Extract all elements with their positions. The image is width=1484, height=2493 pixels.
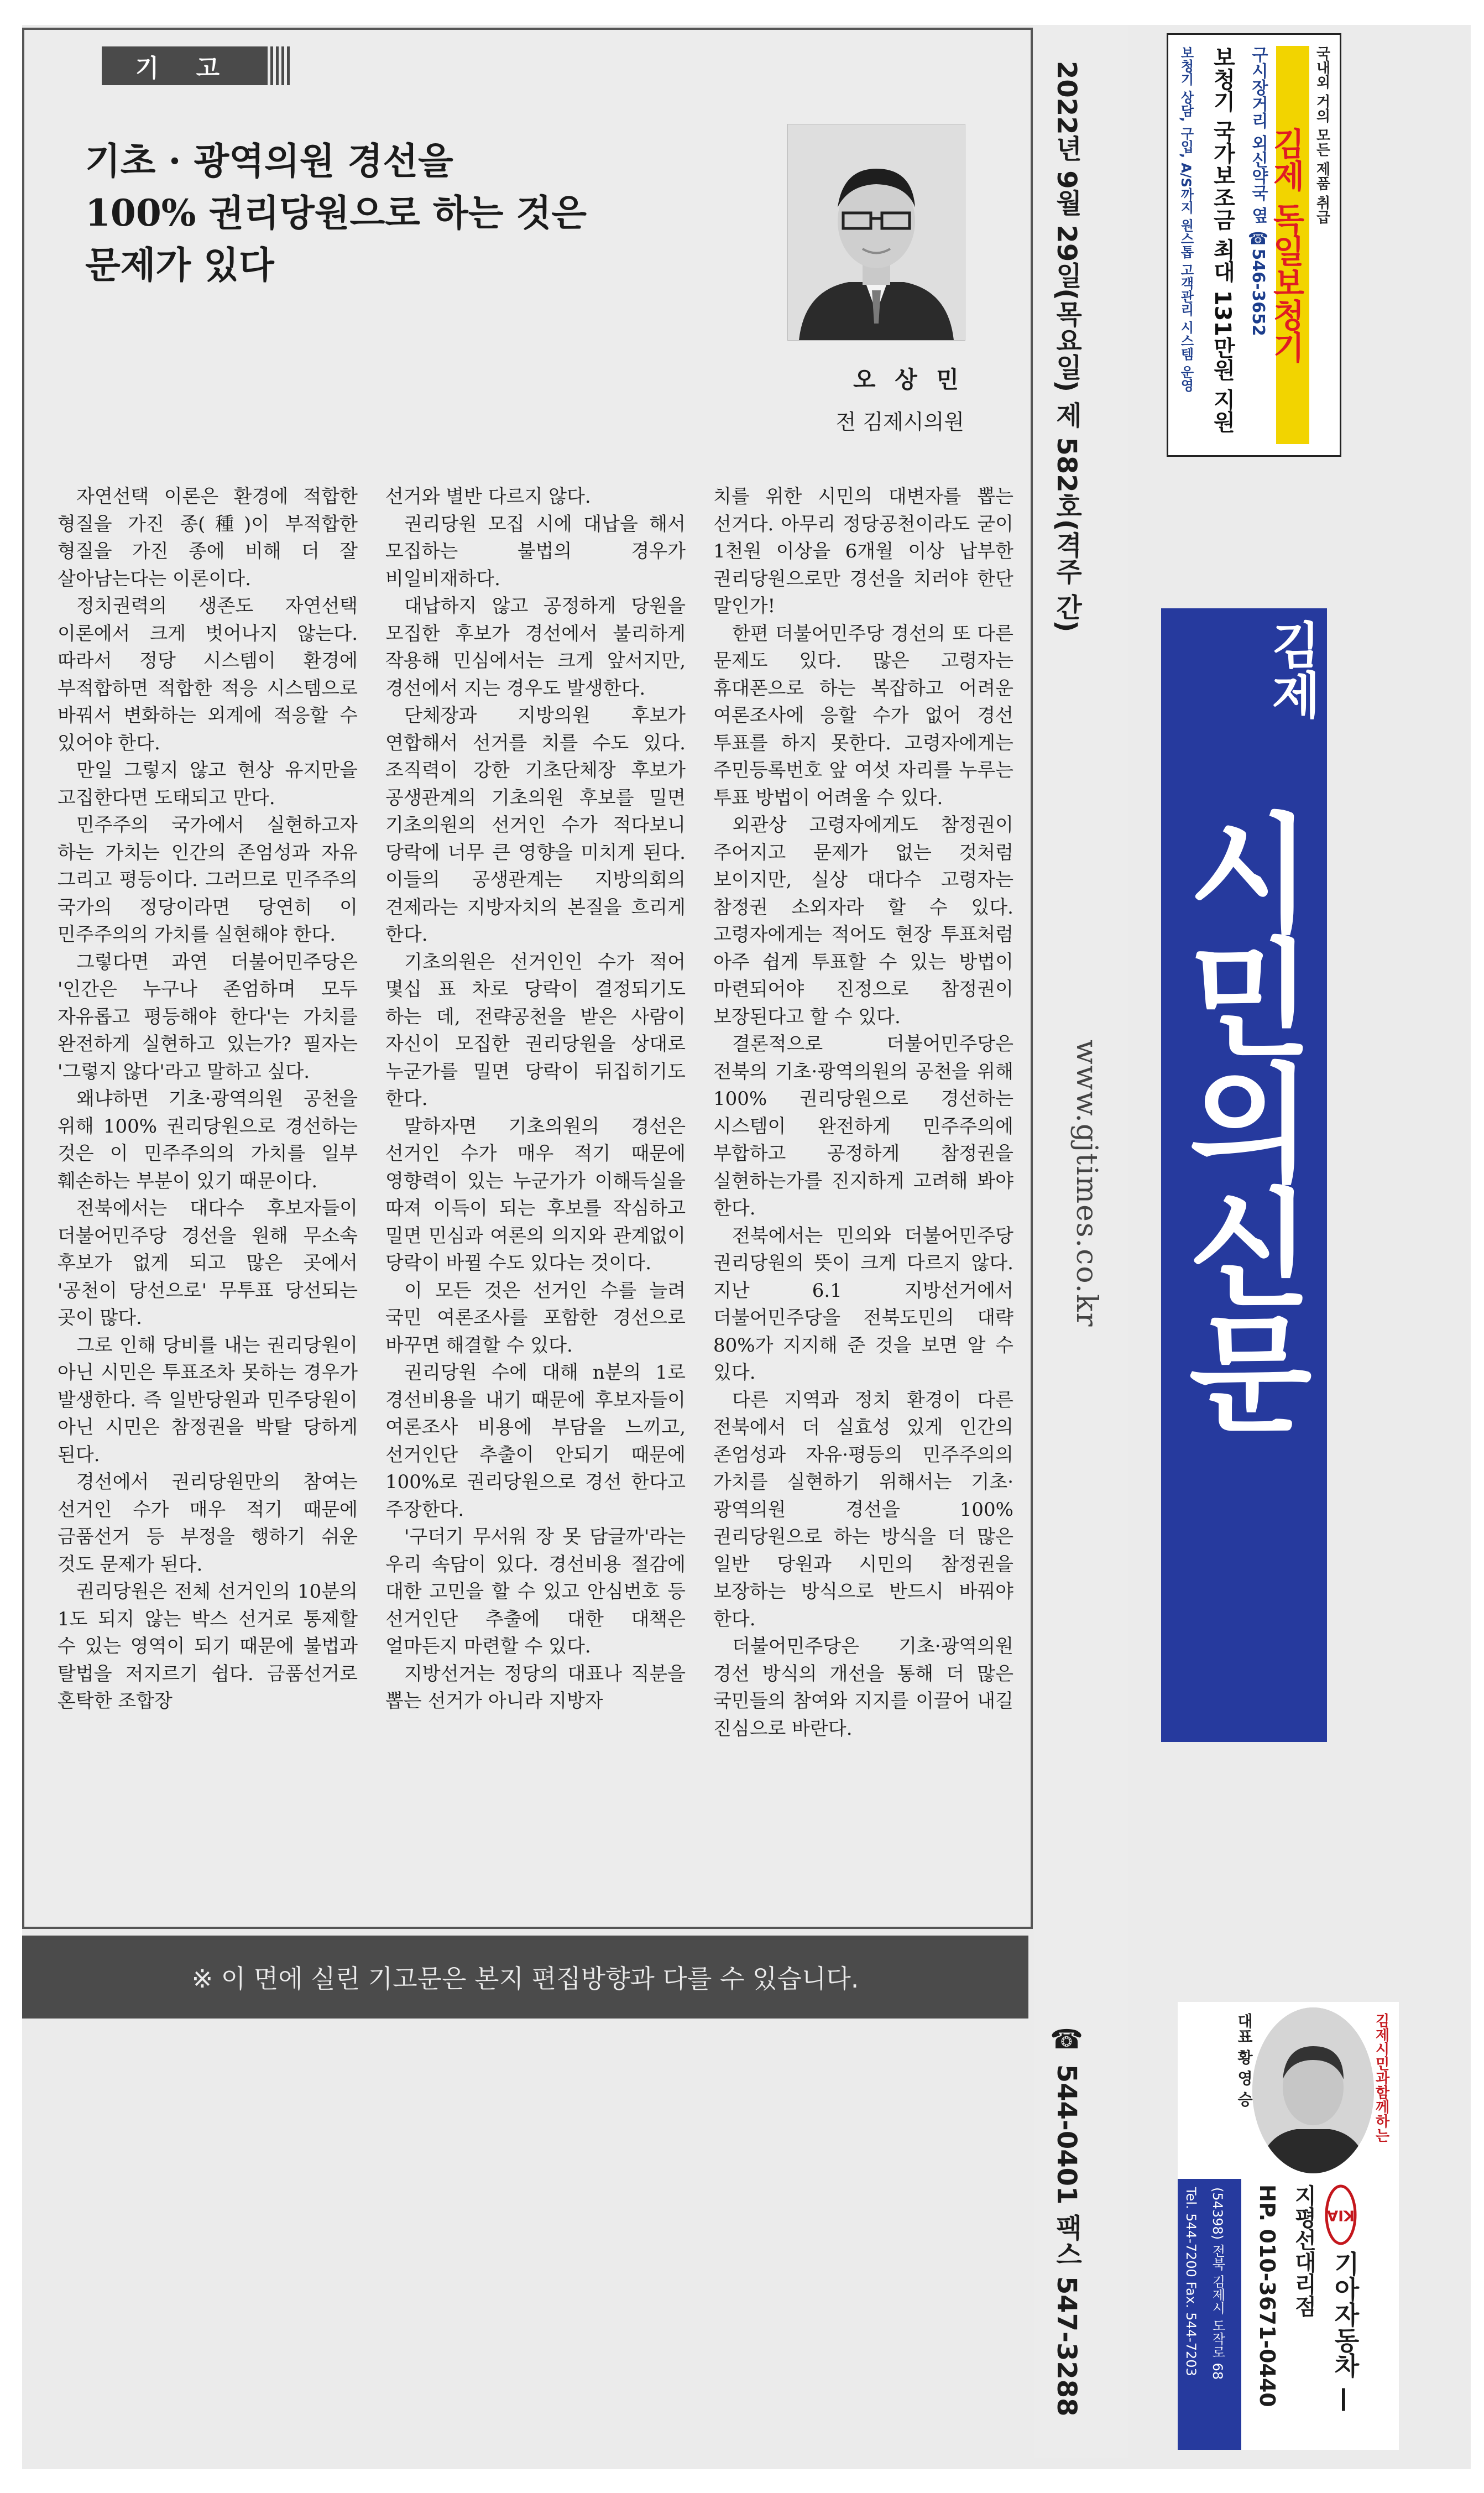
article-paragraph: 기초의원은 선거인인 수가 적어 몇십 표 차로 당락이 결정되기도 하는 데, 전략공천을 받은 사람이 자신이 모집한 권리당원을 상대로 누군가를 밀면 당락이 뒤집히기도 한다. [385,951,686,1110]
opinion-article [22,28,1033,1929]
article-paragraph: 권리당원 모집 시에 대납을 해서 모집하는 불법의 경우가 비일비재하다. [385,513,686,590]
article-body [58,483,1014,1743]
article-paragraph: 전북에서는 대다수 후보자들이 더불어민주당 경선을 원해 무소속 후보가 없게 되고 많은 곳에서 '공천이 당선으로' 무투표 당선되는 곳이 많다. [58,1197,358,1329]
ad-dealer-tel-fax: Tel. 544-7200 Fax. 544-7203 [1183,2187,1199,2376]
ad-hearing-line-4: 보청기 상담, 구입, A/S까지 원스톱 고객관리 시스템 운영 [1178,46,1194,392]
article-column-1 [58,483,358,1743]
article-paragraph: 대납하지 않고 공정하게 당원을 모집한 후보가 경선에서 불리하게 작용해 민심에서는 크게 앞서지만, 경선에서 지는 경우도 발생한다. [385,595,686,700]
issue-date: 2022년 9월 29일(목요일) 제 582호(격주 간) [1051,61,1082,633]
author-byline [677,362,964,435]
website-link[interactable]: www.gjtimes.co.kr [1070,1040,1103,1328]
article-paragraph: 그렇다면 과연 더불어민주당은 '인간은 누구나 존엄하며 모두 자유롭고 평등해야 한다'는 가치를 완전하게 실현하고 있는가? 필자는 '그렇지 않다'라고 말하고 싶다. [58,951,358,1083]
article-paragraph: 전북에서는 민의와 더불어민주당 권리당원의 뜻이 크게 다르지 않다. 지난 6.1 지방선거에서 더불어민주당을 전북도민의 대략 80%가 지지해 준 것을 보면 알 수 있다. [713,1224,1013,1384]
article-paragraph: 한편 더불어민주당 경선의 또 다른 문제도 있다. 많은 고령자는 휴대폰으로 하는 복잡하고 어려운 여론조사에 응할 수가 없어 경선 투표를 하지 못한다. 고령자에게는 주민등록번호 앞 여섯 자리를 누루는 투표 방법이 어려울 수 있다. [713,622,1013,809]
article-paragraph: 권리당원은 전체 선거인의 10분의 1도 되지 않는 박스 선거로 통제할 수 있는 영역이 되기 때문에 불법과 탈법을 저지르기 쉽다. 금품선거로 혼탁한 조합장 [58,1581,358,1712]
article-column-3 [713,483,1013,1743]
section-tag: 기 고 [102,46,268,85]
article-paragraph: '구더기 무서워 장 못 담글까'라는 우리 속담이 있다. 경선비용 절감에 대한 고민을 할 수 있고 안심번호 등 선거인단 추출에 대한 대책은 얼마든지 마련할 수 있다. [385,1526,686,1657]
contact-phone: ☎ 544-0401 팩스 547-3288 [1051,2024,1082,2417]
article-paragraph: 선거와 별반 다르지 않다. [385,486,591,508]
hearing-aid-ad[interactable] [1167,33,1341,457]
article-paragraph: 이 모든 것은 선거인 수를 늘려 국민 여론조사를 포함한 경선으로 바꾸면 해결할 수 있다. [385,1279,686,1357]
article-headline [85,135,776,291]
article-paragraph: 지방선거는 정당의 대표나 직분을 뽑는 선거가 아니라 지방자 [385,1662,686,1712]
article-paragraph: 외관상 고령자에게도 참정권이 주어지고 문제가 없는 것처럼 보이지만, 실상 대다수 고령자는 참정권 소외자라 할 수 있다. 고령자에게는 적어도 현장 투표처럼 아주 쉽게 투표할 수 있는 방법이 마련되어야 진정으로 참정권이 보장된다고 할 수 있다. [713,814,1013,1028]
article-paragraph: 만일 그렇지 않고 현상 유지만을 고집한다면 도태되고 만다. [58,759,358,809]
ad-dealer-representative: 대표 황 영 승 [1235,2013,1253,2107]
ad-dealer-address: (54398) 전북 김제시 도작로 68 [1210,2187,1225,2380]
article-paragraph: 경선에서 권리당원만의 참여는 선거인 수가 매우 적기 때문에 금품선거 등 부정을 행하기 쉬운 것도 문제가 된다. [58,1471,358,1576]
ad-hearing-brand: 김제 독일보청기 [1276,46,1309,444]
article-paragraph: 정치권력의 생존도 자연선택 이론에서 크게 벗어나지 않는다. 따라서 정당 시스템이 환경에 부적합하면 적합한 적응 시스템으로 바꿔서 변화하는 외계에 적응할 수 있어야 한다. [58,595,358,754]
ad-dealer-tagline: 김제시민과함께하는 [1373,2013,1389,2142]
article-paragraph: 권리당원 수에 대해 n분의 1로 경선비용을 내기 때문에 후보자들이 여론조사 비용에 부담을 느끼고, 선거인단 추출이 안되기 때문에 100%로 권리당원으로 경선 한다고 주장한다. [385,1362,686,1521]
ad-dealer-company: 기아자동차 — [1330,2251,1360,2413]
article-paragraph: 치를 위한 시민의 대변자를 뽑는 선거다. 아무리 정당공천이라도 굳이 1천원 이상을 6개월 이상 납부한 권리당원으로만 경선을 치러야 한단 말인가! [713,486,1013,617]
article-paragraph: 자연선택 이론은 환경에 적합한 형질을 가진 종(種)이 부적합한 형질을 가진 종에 비해 더 잘 살아남는다는 이론이다. [58,486,358,590]
author-role: 전 김제시의원 [835,410,964,434]
article-paragraph: 결론적으로 더불어민주당은 전북의 기초·광역의원의 공천을 위해 100% 권리당원으로 경선하는 시스템이 완전하게 민주주의에 부합하고 공정하게 참정권을 실현하는가를 진지하게 고려해 봐야 한다. [713,1033,1013,1219]
ad-dealer-branch: 지평선대리점 [1291,2184,1316,2317]
headline-line-1: 기초 · 광역의원 경선을 [85,139,453,182]
author-photo [787,124,965,341]
ad-hearing-line-3: 보청기 국가보조금 최대 131만원 지원 [1210,46,1235,433]
svg-text:KIA: KIA [1327,2207,1355,2224]
ad-hearing-line-2: 구시장거리 외신약국 옆 ☎546-3652 [1248,46,1268,336]
author-name: 오 상 민 [853,366,964,393]
kia-logo [1324,2184,1357,2245]
masthead-prefix: 김제 [1262,619,1320,719]
headline-line-2: 100% 권리당원으로 하는 것은 [85,191,587,234]
representative-photo [1252,2007,1374,2173]
article-paragraph: 왜냐하면 기초·광역의원 공천을 위해 100% 권리당원으로 경선하는 것은 이 민주주의의 가치를 일부 훼손하는 부분이 있기 때문이다. [58,1088,358,1192]
article-column-2 [385,483,686,1743]
masthead-title: 시민의신문 [1165,807,1313,1432]
article-paragraph: 단체장과 지방의원 후보가 연합해서 선거를 치를 수도 있다. 조직력이 강한 기초단체장 후보가 공생관계의 기초의원 후보를 밀면 기초의원의 선거인 수가 적다보니 당락에 너무 큰 영향을 미치게 된다. 이들의 공생관계는 지방의회의 견제라는 지방자치의 본질을 흐리게 한다. [385,705,686,946]
article-paragraph: 그로 인해 당비를 내는 권리당원이 아닌 시민은 투표조차 못하는 경우가 발생한다. 즉 일반당원과 민주당원이 아닌 시민은 참정권을 박탈 당하게 된다. [58,1334,358,1466]
editorial-notice: ※ 이 면에 실린 기고문은 본지 편집방향과 다를 수 있습니다. [22,1936,1028,2019]
article-paragraph: 민주주의 국가에서 실현하고자 하는 가치는 인간의 존엄성과 자유 그리고 평등이다. 그러므로 민주주의 국가의 정당이라면 당연히 이 민주주의의 가치를 실현해야 한다. [58,814,358,946]
ad-dealer-hp: HP. 010-3671-0440 [1255,2184,1279,2407]
kia-dealer-ad[interactable] [1178,2002,1399,2450]
article-paragraph: 더불어민주당은 기초·광역의원 경선 방식의 개선을 통해 더 많은 국민들의 참여와 지지를 이끌어 내길 진심으로 바란다. [713,1635,1013,1740]
ad-hearing-line-1: 국내외 거의 모든 제품 취급 [1314,46,1330,225]
headline-line-3: 문제가 있다 [85,243,274,286]
article-paragraph: 말하자면 기초의원의 경선은 선거인 수가 매우 적기 때문에 영향력이 있는 누군가가 이해득실을 따져 이득이 되는 후보를 작심하고 밀면 민심과 여론의 의지와 관계없이 당락이 바뀔 수도 있다는 것이다. [385,1115,686,1274]
article-paragraph: 다른 지역과 정치 환경이 다른 전북에서 더 실효성 있게 인간의 존엄성과 자유·평등의 민주주의의 가치를 실현하기 위해서는 기초·광역의원 경선을 100% 권리당원으로 하는 방식을 더 많은 일반 당원과 시민의 참정권을 보장하는 방식으로 반드시 바꿔야 한다. [713,1389,1013,1630]
section-tag-bars [270,46,292,85]
